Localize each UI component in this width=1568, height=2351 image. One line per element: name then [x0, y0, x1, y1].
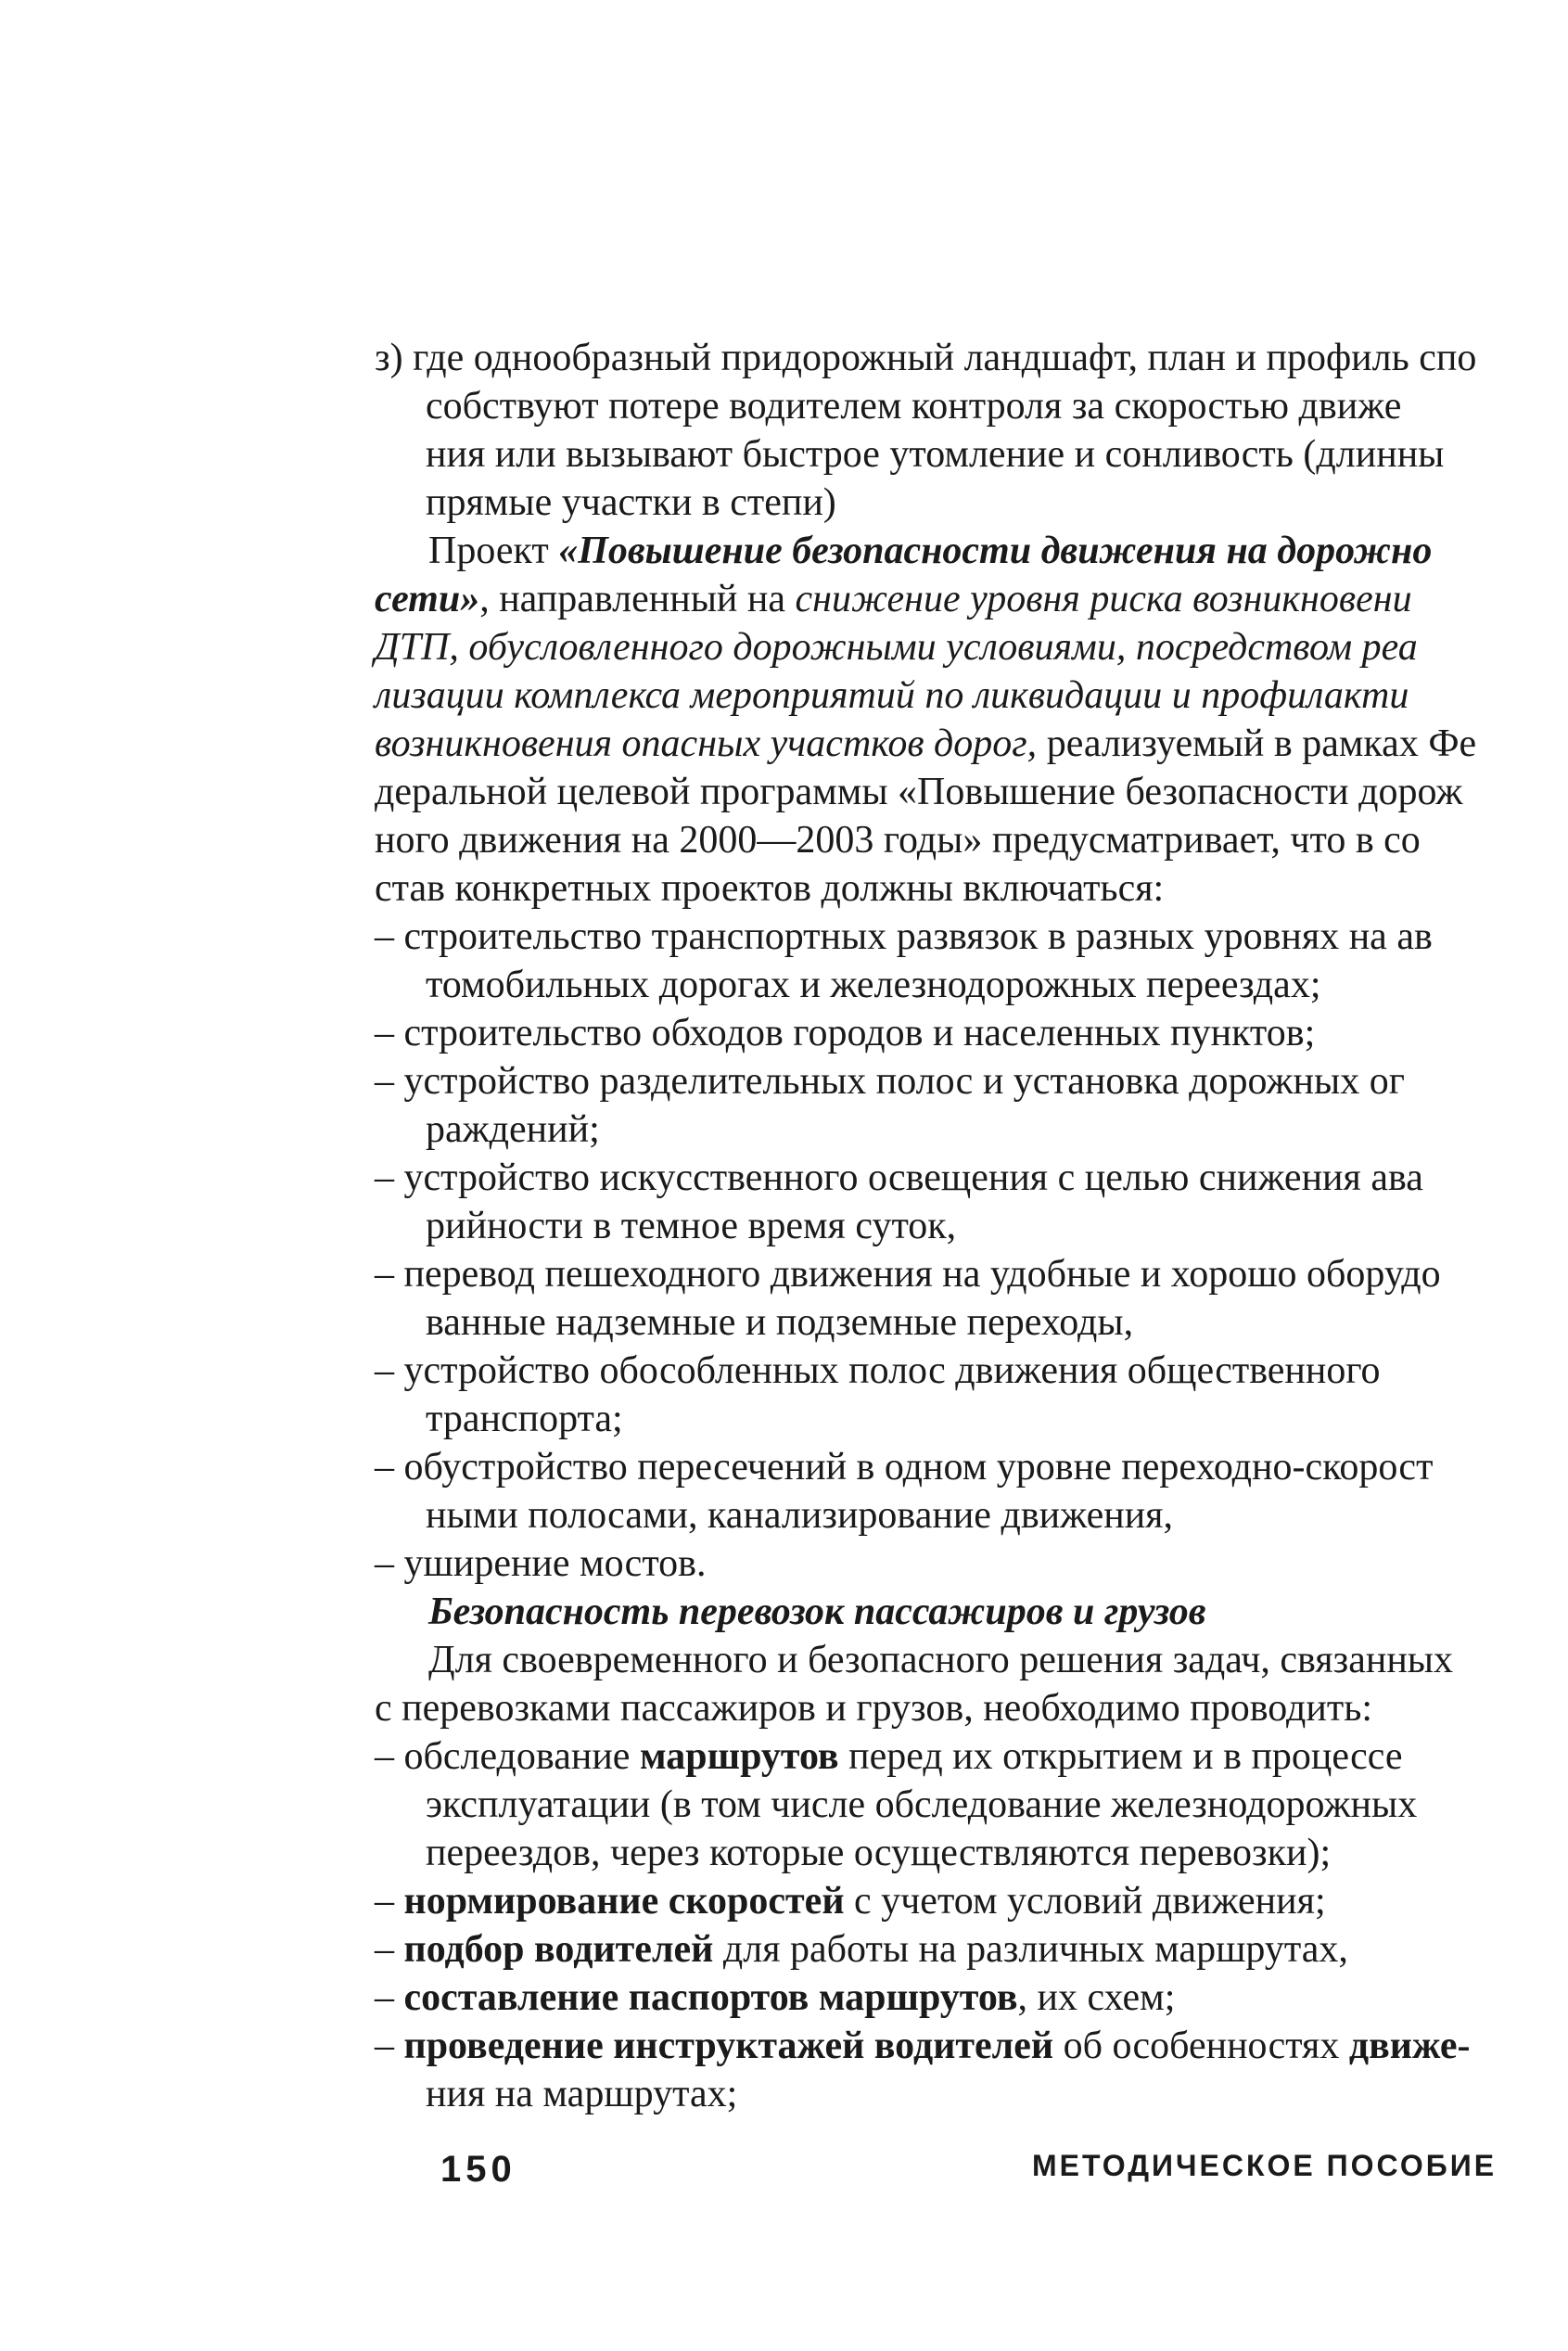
- measures-list: [375, 913, 1568, 1588]
- list-item: – устройство обособленных полос движения общественного: [375, 1349, 1381, 1392]
- project-line-5: возникновения опасных участков дорог, реализуемый в рамках Фе: [375, 722, 1477, 765]
- project-line-1: Проект «Повышение безопасности движения на дорожно: [428, 530, 1433, 572]
- list-item-continuation: переездов, через которые осуществляются перевозки);: [426, 1832, 1332, 1874]
- list-item: – строительство обходов городов и населенных пунктов;: [375, 1012, 1316, 1054]
- list-item-z-line-3: ния или вызывают быстрое утомление и сонливость (длинны: [426, 433, 1445, 476]
- intro-line-1: Для своевременного и безопасного решения задач, связанных: [428, 1639, 1454, 1681]
- running-footer-title: МЕТОДИЧЕСКОЕ ПОСОБИЕ: [1032, 2149, 1498, 2182]
- list-item-continuation: рийности в темное время суток,: [426, 1205, 957, 1247]
- project-line-3: ДТП, обусловленного дорожными условиями, посредством реа: [375, 626, 1418, 669]
- list-item-continuation: эксплуатации (в том числе обследование железнодорожных: [426, 1783, 1418, 1826]
- section-heading: Безопасность перевозок пассажиров и грузов: [428, 1591, 1206, 1633]
- intro-line-2: с перевозками пассажиров и грузов, необходимо проводить:: [375, 1687, 1373, 1730]
- tasks-list: [375, 1732, 1568, 2118]
- project-title: «Повышение безопасности движения на дорожно: [558, 530, 1433, 572]
- list-item: – устройство искусственного освещения с целью снижения ава: [375, 1156, 1423, 1199]
- list-item: – устройство разделительных полос и установка дорожных ог: [375, 1060, 1405, 1103]
- page-number: 150: [440, 2149, 516, 2190]
- list-item: – обустройство пересечений в одном уровне переходно-скорост: [375, 1446, 1434, 1489]
- list-item: – подбор водителей для работы на различных маршрутах,: [375, 1928, 1348, 1971]
- project-line-6: деральной целевой программы «Повышение безопасности дорож: [375, 771, 1463, 813]
- list-item: – составление паспортов маршрутов, их схем;: [375, 1976, 1176, 2019]
- project-line-7: ного движения на 2000—2003 годы» предусматривает, что в со: [375, 819, 1421, 862]
- list-item: – обследование маршрутов перед их открытием и в процессе: [375, 1735, 1403, 1778]
- list-item: – нормирование скоростей с учетом условий движения;: [375, 1880, 1326, 1923]
- project-line-8: став конкретных проектов должны включаться:: [375, 867, 1165, 910]
- list-item-z-line-4: прямые участки в степи): [426, 481, 836, 524]
- list-item: – строительство транспортных развязок в разных уровнях на ав: [375, 915, 1433, 958]
- list-item-z-line-2: собствуют потере водителем контроля за скоростью движе: [426, 385, 1402, 428]
- page-text: [375, 334, 1568, 2118]
- list-item: – уширение мостов.: [375, 1542, 707, 1585]
- list-item-continuation: ния на маршрутах;: [426, 2073, 738, 2115]
- list-item-continuation: ными полосами, канализирование движения,: [426, 1494, 1173, 1537]
- list-item-z-line-1: з) где однообразный придорожный ландшафт, план и профиль спо: [375, 337, 1477, 379]
- list-item-continuation: ванные надземные и подземные переходы,: [426, 1301, 1134, 1344]
- list-item-continuation: томобильных дорогах и железнодорожных переездах;: [426, 964, 1321, 1006]
- list-item-continuation: раждений;: [426, 1108, 600, 1151]
- list-item-continuation: транспорта;: [426, 1398, 623, 1440]
- list-item: – проведение инструктажей водителей об особенностях движе-: [375, 2025, 1471, 2067]
- list-item: – перевод пешеходного движения на удобные и хорошо оборудо: [375, 1253, 1441, 1296]
- project-line-4: лизации комплекса мероприятий по ликвидации и профилакти: [375, 674, 1409, 717]
- project-line-2: сети», направленный на снижение уровня риска возникновени: [375, 578, 1412, 620]
